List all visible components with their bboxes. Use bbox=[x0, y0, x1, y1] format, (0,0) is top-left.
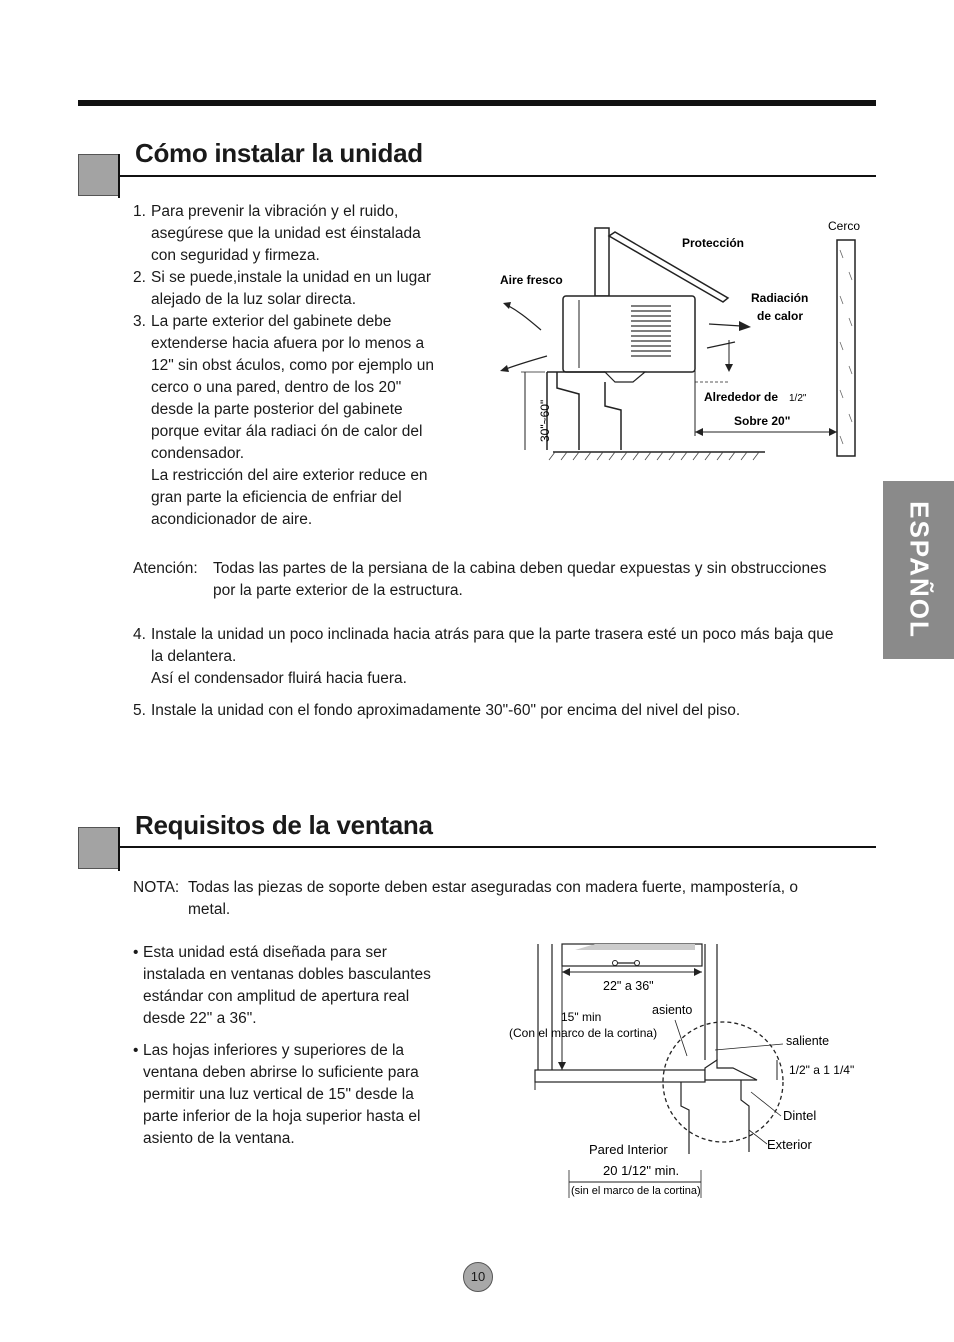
install-step-5 bbox=[133, 700, 878, 722]
lintel-label: Dintel bbox=[783, 1108, 817, 1123]
fence-label: Cerco bbox=[828, 219, 861, 233]
item-line: condensador. bbox=[151, 445, 245, 462]
item-line: Si se puede,instale la unidad en un lugar bbox=[151, 269, 432, 286]
language-tab bbox=[883, 481, 954, 659]
item-line: Instale la unidad un poco inclinada hacia atrás para que la parte trasera esté un poco más baja que bbox=[151, 626, 834, 643]
heat-label: Radiación bbox=[751, 291, 809, 305]
overhang-label: saliente bbox=[786, 1034, 830, 1048]
top-rule bbox=[78, 100, 876, 106]
item-line: La parte exterior del gabinete debe bbox=[151, 313, 392, 330]
item-line: Así el condensador fluirá hacia fuera. bbox=[151, 670, 407, 687]
text-line: metal. bbox=[188, 901, 231, 918]
item-line: acondicionador de aire. bbox=[151, 511, 313, 528]
bullet-line: estándar con amplitud de apertura real bbox=[143, 988, 410, 1005]
item-line: extenderse hacia afuera por lo menos a bbox=[151, 335, 425, 352]
bullet-line: instalada en ventanas dobles basculantes bbox=[143, 966, 431, 983]
list-item bbox=[133, 201, 473, 267]
page-number: 10 bbox=[463, 1262, 493, 1292]
nota-label: NOTA: bbox=[133, 879, 180, 896]
list-item bbox=[133, 311, 473, 531]
section-marker bbox=[78, 827, 120, 869]
bullet-line: permitir una luz vertical de 15" desde la bbox=[143, 1086, 414, 1103]
language-tab-label: ESPAÑOL bbox=[904, 501, 934, 639]
install-steps bbox=[133, 201, 473, 531]
item-number: 1. bbox=[133, 203, 146, 220]
item-line: asegúrese que la unidad est éinstalada bbox=[151, 225, 421, 242]
exterior-label: Exterior bbox=[767, 1137, 812, 1152]
list-item bbox=[133, 267, 473, 311]
sin-marco-label: (sin el marco de la cortina) bbox=[571, 1185, 701, 1197]
bullet-line: Las hojas inferiores y superiores de la bbox=[143, 1042, 405, 1059]
item-number: 3. bbox=[133, 313, 146, 330]
item-line: La restricción del aire exterior reduce en bbox=[151, 467, 428, 484]
bullet-icon: • bbox=[133, 1042, 139, 1059]
heat-label-2: de calor bbox=[757, 309, 804, 323]
width-label: 22" a 36" bbox=[603, 979, 654, 993]
item-number: 5. bbox=[133, 702, 146, 719]
attention-label: Atención: bbox=[133, 560, 198, 577]
list-item bbox=[133, 624, 878, 690]
fresh-air-label: Aire fresco bbox=[500, 273, 563, 287]
item-line: Instale la unidad con el fondo aproximadamente 30"-60" por encima del nivel del piso. bbox=[151, 702, 741, 719]
bullet-line: parte inferior de la hoja superior hasta el bbox=[143, 1108, 421, 1125]
install-diagram bbox=[495, 210, 875, 468]
item-line: cerco o una pared, dentro de los 20" bbox=[151, 379, 402, 396]
window-diagram bbox=[505, 940, 855, 1202]
text-line: por la parte exterior de la estructura. bbox=[213, 582, 463, 599]
section-title: Requisitos de la ventana bbox=[135, 810, 433, 840]
con-marco-label: (Con el marco de la cortina) bbox=[509, 1026, 658, 1040]
height-label: 30"~60" bbox=[538, 399, 552, 442]
item-line: Para prevenir la vibración y el ruido, bbox=[151, 203, 399, 220]
clearance-label: Alrededor de bbox=[704, 390, 779, 404]
item-line: la delantera. bbox=[151, 648, 237, 665]
item-number: 4. bbox=[133, 626, 146, 643]
window-requirements bbox=[133, 942, 463, 1150]
seat-label: asiento bbox=[652, 1003, 693, 1017]
bullet-item bbox=[133, 1040, 463, 1150]
section-title: Cómo instalar la unidad bbox=[135, 138, 423, 168]
bullet-item bbox=[133, 942, 463, 1030]
bullet-line: asiento de la ventana. bbox=[143, 1130, 295, 1147]
bullet-line: Esta unidad está diseñada para ser bbox=[143, 944, 387, 961]
inner-wall-label: Pared Interior bbox=[589, 1142, 668, 1157]
item-line: alejado de la luz solar directa. bbox=[151, 291, 357, 308]
text-line: Todas las piezas de soporte deben estar aseguradas con madera fuerte, mampostería, o bbox=[188, 879, 799, 896]
bullet-icon: • bbox=[133, 944, 139, 961]
clearance-fraction: 1/2" bbox=[789, 393, 807, 404]
item-line: porque evitar ála radiaci ón de calor del bbox=[151, 423, 423, 440]
heading-rule bbox=[118, 827, 120, 871]
range-label: 1/2" a 1 1/4" bbox=[789, 1063, 855, 1077]
bullet-line: desde 22" a 36". bbox=[143, 1010, 257, 1027]
section-marker bbox=[78, 154, 120, 196]
item-line: desde la parte posterior del gabinete bbox=[151, 401, 403, 418]
min20-label: 20 1/12" min. bbox=[603, 1163, 680, 1178]
item-line: gran parte la eficiencia de enfriar del bbox=[151, 489, 402, 506]
min15-label: 15" min bbox=[561, 1010, 602, 1024]
heading-rule bbox=[120, 175, 876, 177]
item-number: 2. bbox=[133, 269, 146, 286]
install-step-4 bbox=[133, 624, 878, 690]
awning-label: Protección bbox=[682, 236, 745, 250]
heading-rule bbox=[120, 846, 876, 848]
item-line: 12" sin obst áculos, como por ejemplo un bbox=[151, 357, 434, 374]
bullet-line: ventana deben abrirse lo suficiente para bbox=[143, 1064, 419, 1081]
distance-label: Sobre 20" bbox=[734, 414, 791, 428]
list-item bbox=[133, 700, 878, 722]
text-line: Todas las partes de la persiana de la cabina deben quedar expuestas y sin obstrucciones bbox=[213, 560, 827, 577]
item-line: con seguridad y firmeza. bbox=[151, 247, 320, 264]
